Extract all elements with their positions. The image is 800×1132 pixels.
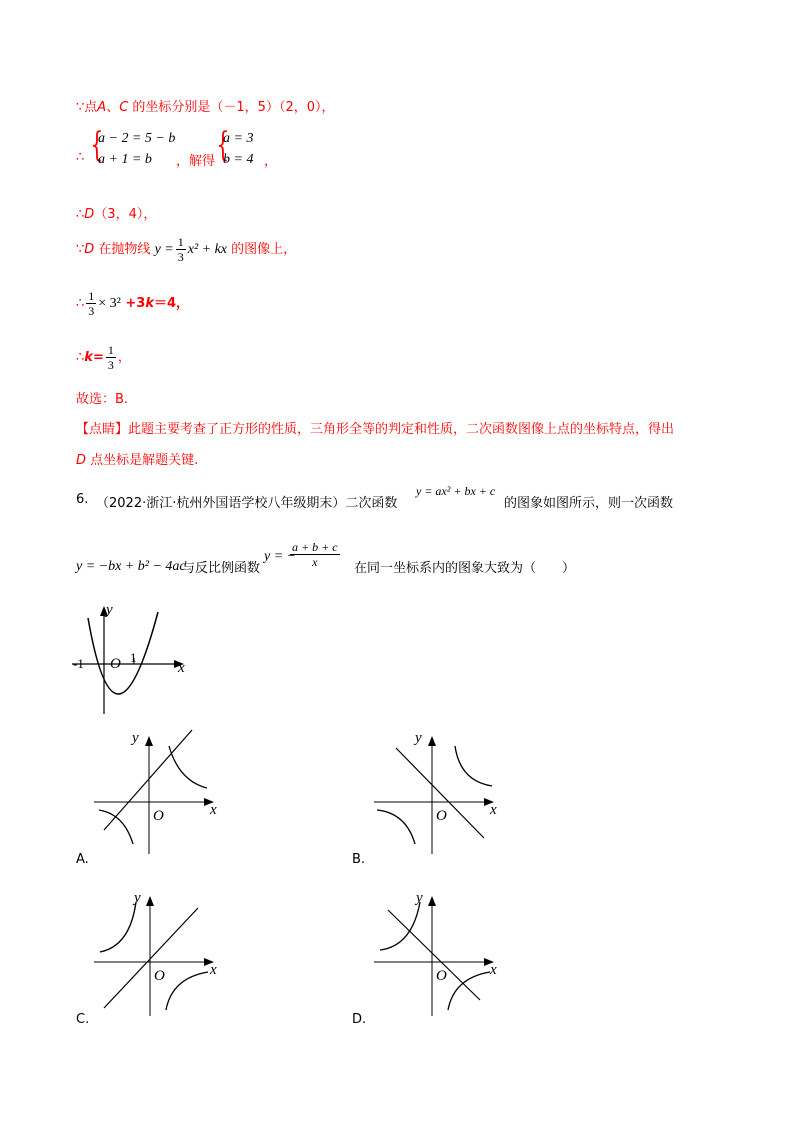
option-b-label[interactable]: B. [352, 852, 366, 867]
option-c-graph [92, 888, 232, 1018]
option-c-label[interactable]: C. [76, 1012, 90, 1027]
origin-label: O [154, 968, 165, 984]
option-d-label[interactable]: D. [352, 1012, 367, 1027]
option-b-graph [372, 726, 512, 856]
option-a-label[interactable]: A. [76, 852, 89, 867]
y-axis-label: y [416, 890, 423, 906]
solution-line-1: ∵点A、C 的坐标分别是（－1，5）（2，0）， [76, 100, 335, 115]
x-axis-label: x [490, 962, 497, 978]
x-axis-label: x [178, 660, 185, 676]
linear-formula: y = −bx + b² − 4ac [76, 559, 186, 574]
comment-tag: 【点睛】 [76, 422, 129, 437]
system-1: a − 2 = 5 − b a + 1 = b [98, 131, 176, 167]
y-axis-label: y [134, 890, 141, 906]
tick-label-neg1: -1 [73, 656, 84, 671]
origin-label: O [110, 656, 121, 672]
x-axis-label: x [490, 802, 497, 818]
solution-line-3: ∴D（3，4）， [76, 207, 157, 222]
origin-label: O [436, 808, 447, 824]
answer-line: 故选：B. [76, 392, 129, 407]
comment-line-2: D 点坐标是解题关键. [76, 453, 199, 468]
x-axis-label: x [210, 962, 217, 978]
y-axis-label: y [415, 730, 422, 746]
x-axis-label: x [210, 802, 217, 818]
system-2: a = 3 b = 4 [223, 131, 254, 167]
option-d-graph [372, 888, 512, 1018]
left-brace: { [216, 125, 230, 165]
origin-label: O [153, 808, 164, 824]
solution-line-6: ∴k= $\frac{1}{3}$ ， [76, 343, 131, 372]
tick-label-1: 1 [130, 650, 137, 665]
y-axis-label: y [132, 730, 139, 746]
y-axis-label: y [106, 602, 113, 618]
option-a-graph [92, 726, 232, 856]
question-number: 6. [76, 492, 89, 507]
comment-line-1: 【点睛】此题主要考查了正方形的性质，三角形全等的判定和性质，二次函数图像上点的坐标特点，得出 [76, 422, 675, 437]
parabola-graph [70, 598, 200, 718]
quadratic-formula: y = ax² + bx + c [416, 484, 496, 498]
solution-line-5: ∴ $\frac{1}{3}$ × 3² +3k＝4， [76, 289, 190, 318]
origin-label: O [436, 968, 447, 984]
left-brace: { [90, 125, 104, 165]
solution-line-4: ∵D 在抛物线 y = $\frac{1}{3}$ x² + kx 的图像上， [76, 235, 297, 264]
